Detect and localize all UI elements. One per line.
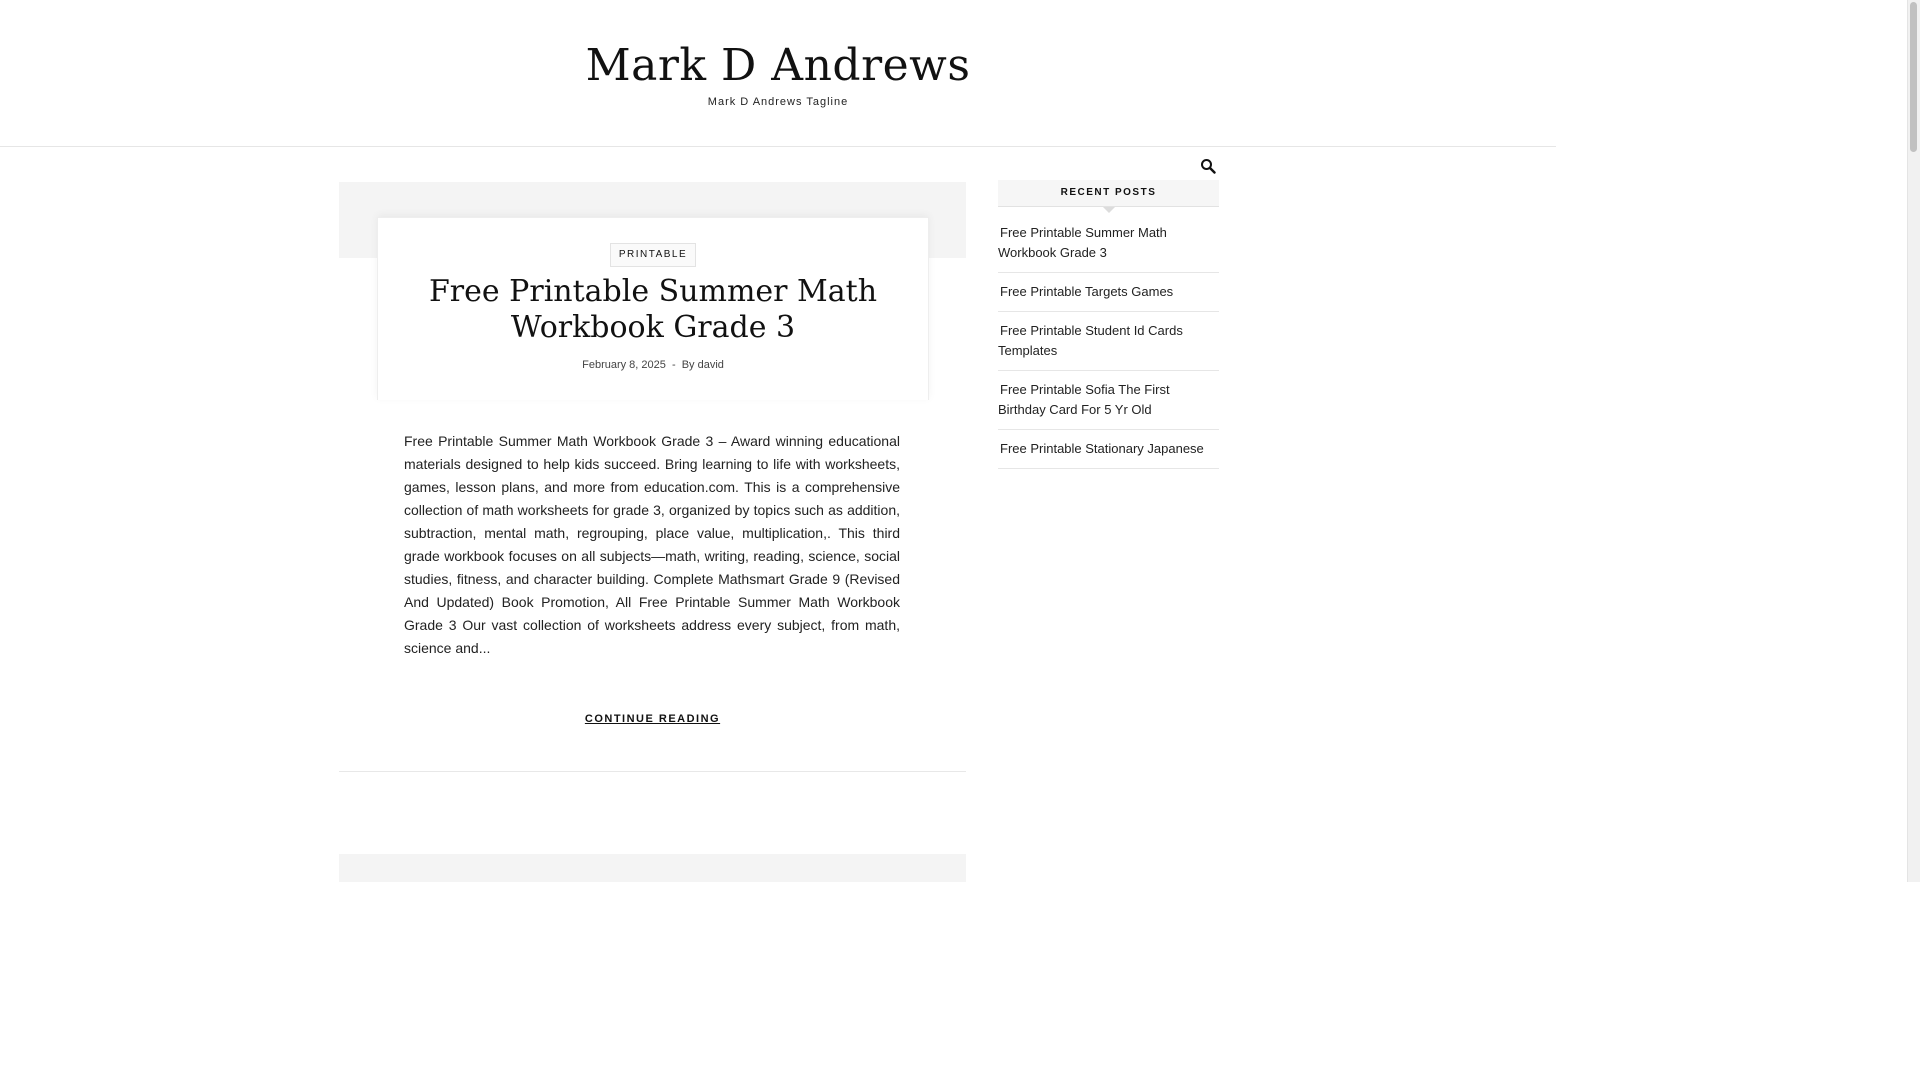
vertical-scrollbar[interactable] xyxy=(1907,0,1920,882)
site-tagline: Mark D Andrews Tagline xyxy=(707,96,849,108)
meta-separator: - xyxy=(671,359,676,371)
search-icon[interactable] xyxy=(1200,158,1216,174)
list-item xyxy=(998,282,1219,312)
by-label: By xyxy=(681,359,695,371)
category-badge[interactable]: PRINTABLE xyxy=(610,243,696,267)
recent-post-link[interactable]: Free Printable Sofia The First Birthday Card For 5 Yr Old xyxy=(998,382,1170,417)
post-title[interactable]: Free Printable Summer Math Workbook Grade 3 xyxy=(428,274,878,345)
continue-reading-link[interactable]: CONTINUE READING xyxy=(584,713,721,725)
post-author[interactable]: david xyxy=(697,359,724,371)
list-item xyxy=(998,380,1219,430)
sidebar xyxy=(998,180,1219,478)
recent-posts-widget-title xyxy=(998,180,1219,207)
recent-post-link[interactable]: Free Printable Student Id Cards Templates xyxy=(998,323,1183,358)
recent-posts-list xyxy=(998,223,1219,469)
continue-reading xyxy=(339,713,966,725)
list-item xyxy=(998,321,1219,371)
site-header xyxy=(0,0,1556,147)
post-header-card xyxy=(377,217,929,400)
post-excerpt: Free Printable Summer Math Workbook Grade 3 – Award winning educational materials designed to help kids succeed. Bring learning to life with worksheets, games, lesson plans, and more from education.com. This is a comprehensive collection of math worksheets for grade 3, organized by topics such as addition, subtraction, mental math, regrouping, place value, multiplication,. This third grade workbook focuses on all subjects—math, writing, reading, science, social studies, fitness, and character building. Complete Mathsmart Grade 9 (Revised And Updated) Book Promotion, All Free Printable Summer Math Workbook Grade 3 Our vast collection of worksheets address every subject, from math, science and... xyxy=(404,433,900,656)
post-date[interactable]: February 8, 2025 xyxy=(582,359,666,371)
scrollbar-thumb[interactable] xyxy=(1910,2,1917,152)
post-divider xyxy=(339,771,966,772)
recent-post-link[interactable]: Free Printable Targets Games xyxy=(1000,284,1174,299)
list-item xyxy=(998,223,1219,273)
site-title[interactable]: Mark D Andrews xyxy=(585,40,971,91)
post-meta xyxy=(378,359,928,371)
recent-post-link[interactable]: Free Printable Summer Math Workbook Grade 3 xyxy=(998,225,1167,260)
list-item xyxy=(998,439,1219,469)
widget-title-arrow xyxy=(1103,207,1115,213)
next-post-thumbnail-area xyxy=(339,854,966,882)
widget-title-text: RECENT POSTS xyxy=(1060,187,1157,198)
recent-post-link[interactable]: Free Printable Stationary Japanese xyxy=(1000,441,1204,456)
